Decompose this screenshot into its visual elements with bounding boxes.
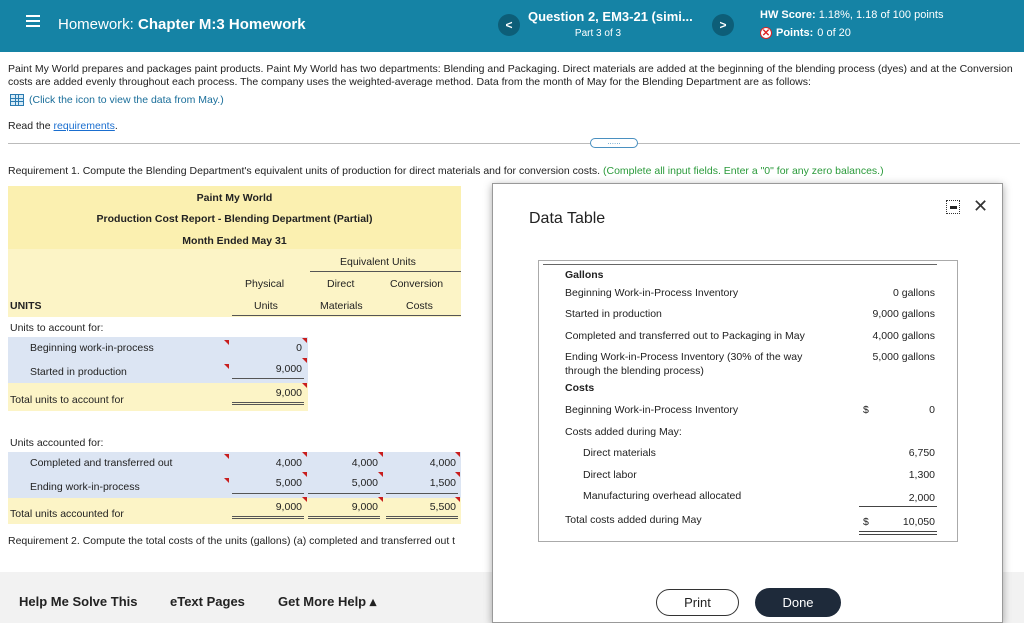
dt-dl-val: 1,300	[908, 469, 935, 481]
col-cc-1: Conversion	[390, 278, 444, 290]
menu-icon[interactable]	[26, 15, 40, 29]
req2-text: Requirement 2. Compute the total costs of the units (gallons) (a) completed and transferred out t	[8, 535, 456, 547]
marker-icon	[302, 497, 307, 502]
points	[760, 27, 851, 39]
dt-dm: Direct materials	[583, 447, 656, 459]
req1-text: Requirement 1. Compute the Blending Department's equivalent units of production for direct materials and for conversion costs.	[8, 165, 601, 177]
ending-physical-input[interactable]: 5,000	[275, 477, 302, 489]
req1-hint: (Complete all input fields. Enter a "0" for any zero balances.)	[603, 165, 884, 177]
completed-label: Completed and transferred out	[30, 457, 173, 469]
dt-started-val: 9,000 gallons	[872, 308, 935, 320]
col-dm-1: Direct	[327, 278, 355, 290]
total-acc-dm-input[interactable]: 9,000	[351, 501, 378, 513]
marker-icon	[302, 383, 307, 388]
dt-dollar-1: $	[863, 404, 869, 416]
etext-pages-button[interactable]: eText Pages	[170, 594, 245, 609]
marker-icon	[302, 472, 307, 477]
completed-cc-input[interactable]: 4,000	[429, 457, 456, 469]
double-rule	[232, 516, 304, 519]
sum-rule	[308, 493, 380, 494]
total-acc-cc-input[interactable]: 5,500	[429, 501, 456, 513]
marker-icon	[224, 478, 229, 483]
completed-dm-input[interactable]: 4,000	[351, 457, 378, 469]
marker-icon	[378, 472, 383, 477]
points-label: Points:	[776, 27, 814, 39]
col-dm-2: Materials	[320, 300, 363, 312]
dt-sum-rule	[859, 506, 937, 507]
total-physical-input[interactable]: 9,000	[275, 387, 302, 399]
marker-icon	[455, 452, 460, 457]
data-table-top-rule	[543, 264, 937, 265]
marker-icon	[302, 338, 307, 343]
data-link[interactable]	[10, 94, 224, 106]
problem-text: Paint My World prepares and packages paint products. Paint My World has two departments: Blending and Packaging. Direct materials are added at the beginning of the blending process (dyes) and at the Conversion costs are added evenly throughout each process. The company uses the weighted-average method. Data from the month of May for the Blending Department are as follows:	[8, 63, 1013, 88]
double-rule	[232, 402, 304, 405]
read-requirements	[8, 120, 118, 132]
dt-cost-beg-wip: Beginning Work-in-Process Inventory	[565, 404, 739, 416]
requirements-link[interactable]: requirements	[53, 120, 115, 132]
marker-icon	[302, 358, 307, 363]
get-more-help-button[interactable]: Get More Help ▴	[278, 594, 377, 609]
sum-rule	[386, 493, 458, 494]
marker-icon	[302, 452, 307, 457]
dt-dm-val: 6,750	[908, 447, 935, 459]
dt-added-during: Costs added during May:	[565, 426, 682, 438]
x-circle-icon: ✕	[761, 28, 771, 39]
dt-completed-val: 4,000 gallons	[872, 330, 935, 342]
dt-beg-wip: Beginning Work-in-Process Inventory	[565, 287, 739, 299]
dt-double-rule-2	[859, 534, 937, 535]
header-rule	[232, 315, 461, 316]
total-acc-physical-input[interactable]: 9,000	[275, 501, 302, 513]
dt-moh-val: 2,000	[908, 492, 935, 504]
table-grid-icon[interactable]	[10, 94, 24, 106]
next-question-button[interactable]: >	[712, 14, 734, 36]
requirement-1	[8, 165, 884, 177]
double-rule	[308, 516, 380, 519]
done-button[interactable]: Done	[755, 588, 841, 617]
dt-total-val: 10,050	[902, 516, 935, 528]
read-suffix: .	[114, 120, 118, 132]
dt-moh: Manufacturing overhead allocated	[583, 490, 742, 502]
marker-icon	[455, 472, 460, 477]
dt-double-rule-1	[859, 531, 937, 532]
completed-physical-input[interactable]: 4,000	[275, 457, 302, 469]
points-value: 0 of 20	[817, 27, 851, 39]
double-rule	[386, 516, 458, 519]
beg-wip-physical-input[interactable]: 0	[296, 342, 302, 354]
dt-ending-1: Ending Work-in-Process Inventory (30% of the way	[565, 351, 803, 363]
units-label: UNITS	[10, 300, 42, 312]
to-account-for-label: Units to account for:	[10, 322, 104, 334]
dt-total: Total costs added during May	[565, 514, 702, 526]
score-value: 1.18%, 1.18 of 100 points	[818, 9, 944, 21]
col-physical-2: Units	[254, 300, 278, 312]
dt-completed: Completed and transferred out to Packaging in May	[565, 330, 805, 342]
minimize-icon[interactable]	[946, 200, 960, 214]
dt-ending-2: through the blending process)	[565, 365, 704, 377]
report-company: Paint My World	[196, 192, 273, 204]
eq-units-rule	[310, 271, 461, 272]
dt-ending-val: 5,000 gallons	[872, 351, 935, 363]
top-bar	[0, 0, 1024, 52]
help-me-solve-button[interactable]: Help Me Solve This	[19, 594, 138, 609]
hw-score	[760, 9, 943, 21]
report-title: Production Cost Report - Blending Department (Partial)	[96, 213, 373, 225]
gallons-header: Gallons	[565, 269, 604, 281]
col-physical-1: Physical	[245, 278, 285, 290]
question-title: Question 2, EM3-21 (simi...	[528, 9, 693, 24]
beg-wip-label: Beginning work-in-process	[30, 342, 154, 354]
print-button[interactable]: Print	[656, 589, 739, 616]
dt-dollar-2: $	[863, 516, 869, 528]
hw-label: Homework:	[58, 16, 134, 33]
close-icon[interactable]: ✕	[973, 196, 989, 216]
report-period: Month Ended May 31	[182, 235, 287, 247]
accounted-for-label: Units accounted for:	[10, 437, 104, 449]
marker-icon	[378, 452, 383, 457]
read-prefix: Read the	[8, 120, 54, 132]
costs-header: Costs	[565, 382, 595, 394]
started-physical-input[interactable]: 9,000	[275, 363, 302, 375]
marker-icon	[224, 340, 229, 345]
total-accounted-label: Total units accounted for	[10, 508, 124, 520]
homework-title	[58, 16, 306, 33]
sum-rule	[232, 378, 304, 379]
question-part: Part 3 of 3	[574, 28, 622, 39]
divider	[8, 143, 1020, 144]
hw-name: Chapter M:3 Homework	[138, 16, 306, 33]
prev-question-button[interactable]: <	[498, 14, 520, 36]
marker-icon	[224, 454, 229, 459]
marker-icon	[455, 497, 460, 502]
total-to-account-label: Total units to account for	[10, 394, 124, 406]
ending-dm-input[interactable]: 5,000	[351, 477, 378, 489]
data-table-modal	[492, 183, 1003, 623]
marker-icon	[224, 364, 229, 369]
started-label: Started in production	[30, 366, 127, 378]
dt-beg-wip-val: 0 gallons	[892, 287, 935, 299]
col-cc-2: Costs	[406, 300, 433, 312]
report-header	[8, 186, 461, 249]
eq-units-header: Equivalent Units	[340, 256, 416, 268]
dt-cost-beg-val: 0	[929, 404, 935, 416]
sum-rule	[232, 493, 304, 494]
ending-wip-label: Ending work-in-process	[30, 481, 140, 493]
marker-icon	[378, 497, 383, 502]
data-link-text[interactable]: (Click the icon to view the data from May.)	[29, 94, 224, 106]
dt-dl: Direct labor	[583, 469, 637, 481]
requirement-2	[8, 535, 492, 547]
score-label: HW Score:	[760, 9, 816, 21]
dt-started: Started in production	[565, 308, 662, 320]
ending-cc-input[interactable]: 1,500	[429, 477, 456, 489]
expand-dots-button[interactable]: ......	[590, 138, 638, 148]
modal-title: Data Table	[529, 210, 606, 227]
